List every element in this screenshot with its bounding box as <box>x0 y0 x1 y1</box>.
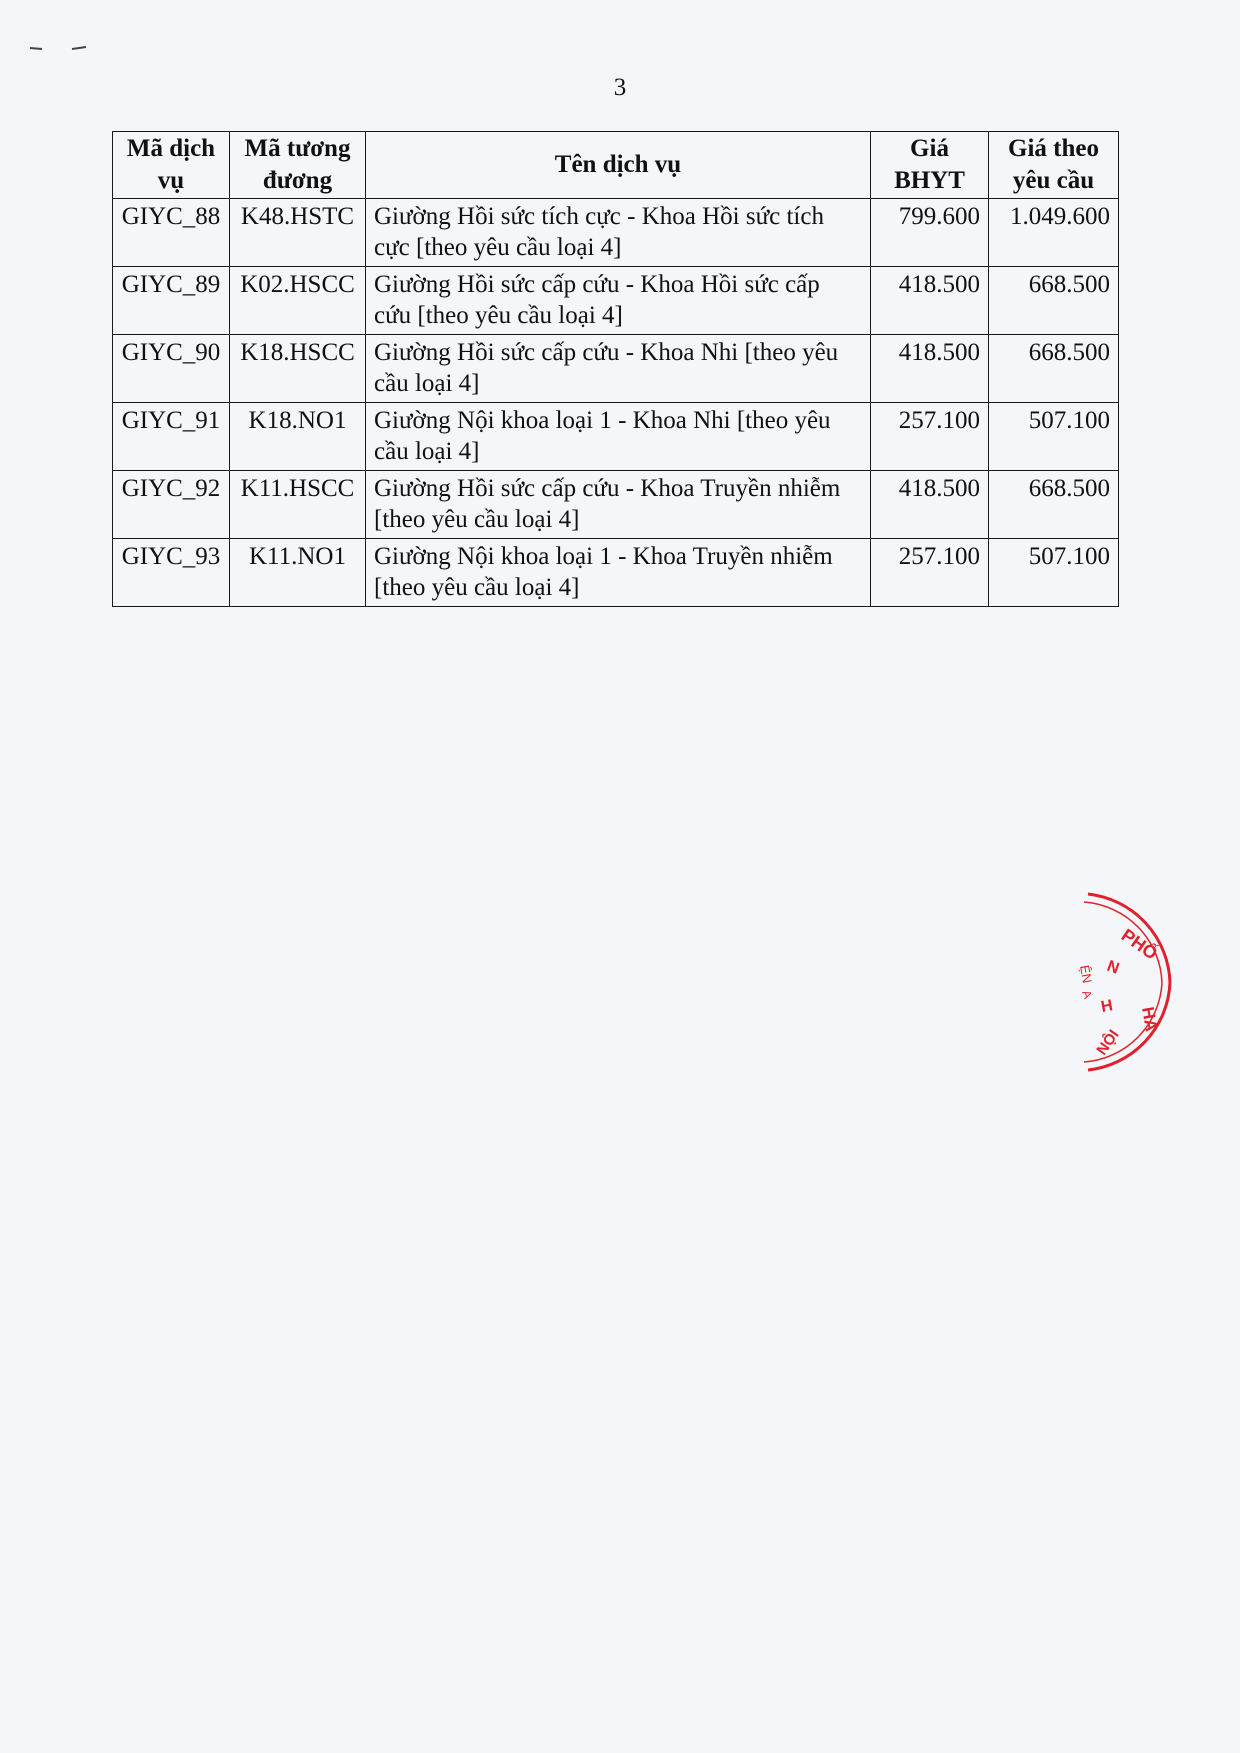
stamp-fragment-4: H <box>1099 997 1115 1016</box>
cell-price-request: 507.100 <box>989 539 1119 607</box>
header-price-request: Giá theo yêu cầu <box>989 132 1119 199</box>
cell-equivalent-code: K11.HSCC <box>230 471 366 539</box>
cell-price-request: 507.100 <box>989 403 1119 471</box>
table-row <box>113 539 1119 607</box>
cell-service-code: GIYC_93 <box>113 539 230 607</box>
cell-service-name: Giường Hồi sức cấp cứu - Khoa Nhi [theo yêu cầu loại 4] <box>366 335 871 403</box>
cell-price-bhyt: 418.500 <box>871 471 989 539</box>
stamp-fragment-0: PHỐ <box>1117 924 1162 964</box>
cell-price-bhyt: 418.500 <box>871 335 989 403</box>
cell-price-bhyt: 257.100 <box>871 403 989 471</box>
cell-service-code: GIYC_90 <box>113 335 230 403</box>
table-row <box>113 403 1119 471</box>
stamp-fragment-5: ỆN <box>1077 963 1095 985</box>
stamp-graphic <box>1077 894 1170 1070</box>
cell-service-name: Giường Hồi sức tích cực - Khoa Hồi sức tích cực [theo yêu cầu loại 4] <box>366 199 871 267</box>
cell-price-bhyt: 799.600 <box>871 199 989 267</box>
cell-service-name: Giường Hồi sức cấp cứu - Khoa Truyền nhiễm [theo yêu cầu loại 4] <box>366 471 871 539</box>
cell-price-request: 1.049.600 <box>989 199 1119 267</box>
header-service-code: Mã dịch vụ <box>113 132 230 199</box>
table-body <box>113 199 1119 607</box>
cell-price-request: 668.500 <box>989 471 1119 539</box>
stamp-fragment-1: HÀ <box>1138 1005 1162 1033</box>
cell-price-bhyt: 418.500 <box>871 267 989 335</box>
red-seal-stamp <box>1077 888 1190 1078</box>
cell-service-code: GIYC_89 <box>113 267 230 335</box>
table-row <box>113 267 1119 335</box>
table-header-row <box>113 132 1119 199</box>
table-row <box>113 471 1119 539</box>
cell-equivalent-code: K18.NO1 <box>230 403 366 471</box>
cell-price-bhyt: 257.100 <box>871 539 989 607</box>
cell-service-name: Giường Nội khoa loại 1 - Khoa Truyền nhiễm [theo yêu cầu loại 4] <box>366 539 871 607</box>
stamp-fragment-3: N <box>1104 957 1122 978</box>
cell-price-request: 668.500 <box>989 335 1119 403</box>
cell-price-request: 668.500 <box>989 267 1119 335</box>
table-row <box>113 335 1119 403</box>
page-number: 3 <box>613 74 627 101</box>
header-service-name: Tên dịch vụ <box>366 132 871 199</box>
cell-equivalent-code: K48.HSTC <box>230 199 366 267</box>
cell-service-code: GIYC_91 <box>113 403 230 471</box>
scan-mark <box>28 44 88 52</box>
header-price-bhyt: Giá BHYT <box>871 132 989 199</box>
cell-equivalent-code: K11.NO1 <box>230 539 366 607</box>
service-price-table <box>112 131 1119 607</box>
cell-equivalent-code: K18.HSCC <box>230 335 366 403</box>
cell-service-name: Giường Hồi sức cấp cứu - Khoa Hồi sức cấp cứu [theo yêu cầu loại 4] <box>366 267 871 335</box>
cell-service-code: GIYC_92 <box>113 471 230 539</box>
cell-service-name: Giường Nội khoa loại 1 - Khoa Nhi [theo yêu cầu loại 4] <box>366 403 871 471</box>
stamp-fragment-6: A <box>1079 988 1096 1001</box>
cell-service-code: GIYC_88 <box>113 199 230 267</box>
header-equivalent-code: Mã tương đương <box>230 132 366 199</box>
stamp-fragment-2: NỘI <box>1093 1026 1123 1059</box>
cell-equivalent-code: K02.HSCC <box>230 267 366 335</box>
table-row <box>113 199 1119 267</box>
